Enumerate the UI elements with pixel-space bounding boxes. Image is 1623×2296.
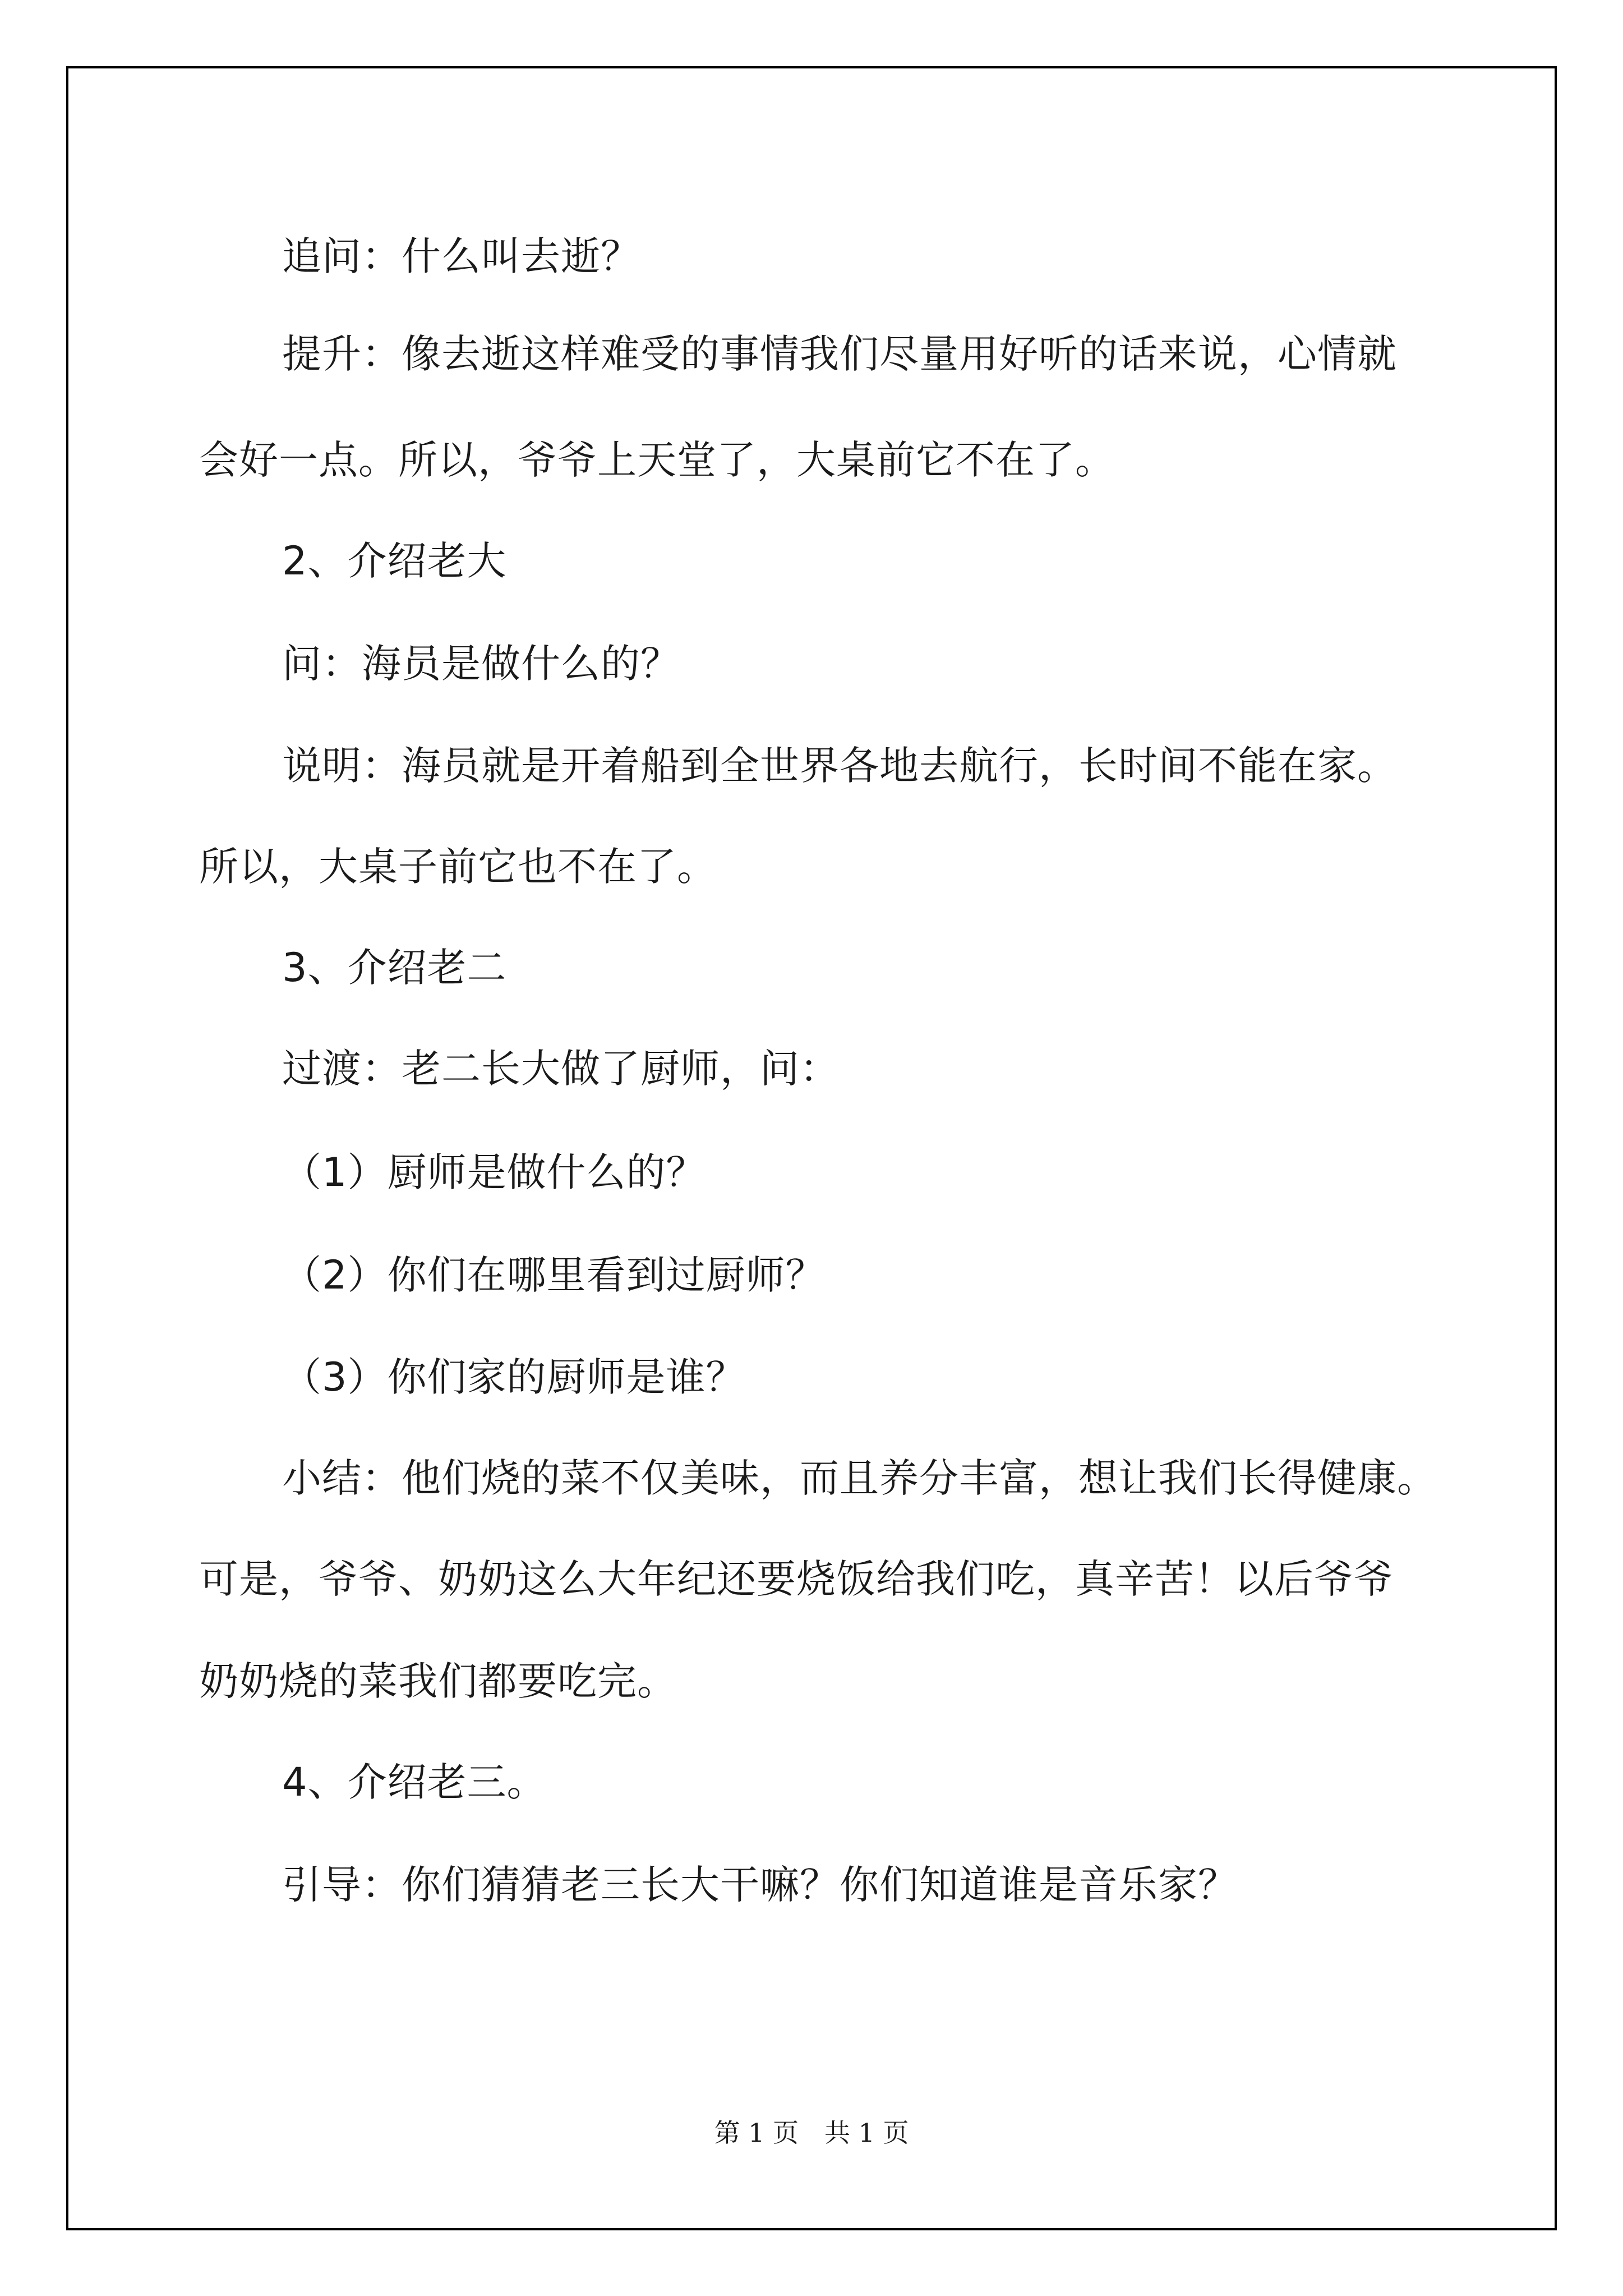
text-line: 会好一点。所以，爷爷上天堂了，大桌前它不在了。 [199, 437, 1115, 483]
text-line: 奶奶烧的菜我们都要吃完。 [199, 1658, 677, 1704]
text-line: 4、介绍老三。 [282, 1759, 547, 1805]
text-line: 问：海员是做什么的？ [282, 641, 680, 687]
page-number: 第 1 页 共 1 页 [714, 2118, 909, 2148]
text-line: （1）厨师是做什么的？ [282, 1149, 706, 1195]
text-line: 引导：你们猜猜老三长大干嘛？你们知道谁是音乐家？ [282, 1862, 1238, 1908]
text-line: 提升：像去逝这样难受的事情我们尽量用好听的话来说，心情就 [282, 331, 1397, 377]
text-line: 2、介绍老大 [282, 538, 507, 584]
text-line: （3）你们家的厨师是谁？ [282, 1354, 746, 1400]
text-line: 追问：什么叫去逝？ [282, 233, 640, 279]
text-line: 可是，爷爷、奶奶这么大年纪还要烧饭给我们吃，真辛苦！以后爷爷 [199, 1556, 1394, 1602]
text-line: （2）你们在哪里看到过厨师？ [282, 1252, 826, 1298]
text-line: 所以，大桌子前它也不在了。 [199, 844, 717, 890]
text-line: 小结：他们烧的菜不仅美味，而且养分丰富，想让我们长得健康。 [282, 1455, 1437, 1501]
text-line: 说明：海员就是开着船到全世界各地去航行，长时间不能在家。 [282, 743, 1397, 789]
text-line: 过渡：老二长大做了厨师，问： [282, 1046, 840, 1092]
text-line: 3、介绍老二 [282, 945, 507, 991]
